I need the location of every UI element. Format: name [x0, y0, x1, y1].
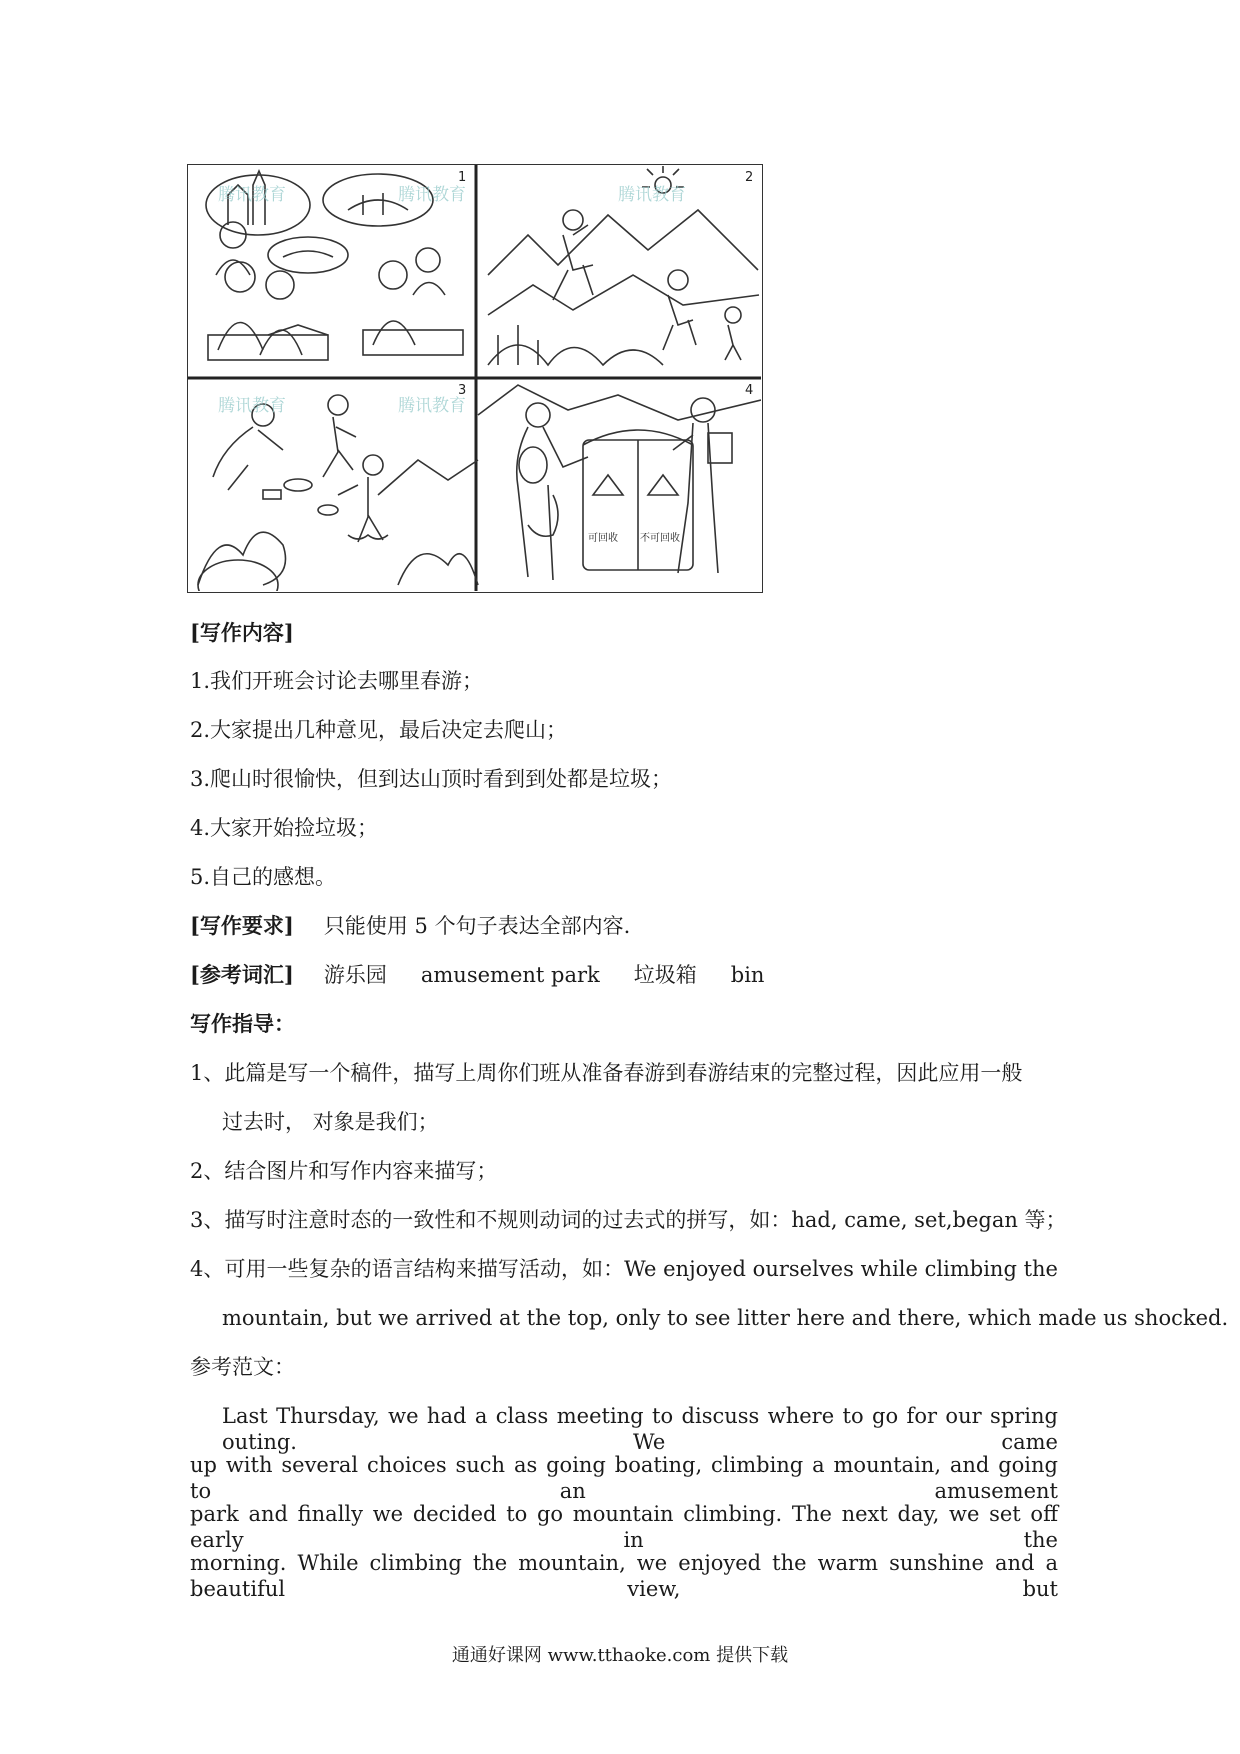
watermark-text: 腾讯教育 — [398, 396, 466, 416]
guidance-line: 描写时注意时态的一致性和不规则动词的过去式的拼写，如：had, came, set,began 等； — [224, 1208, 1067, 1232]
guidance-line: 此篇是写一个稿件，描写上周你们班从准备春游到春游结束的完整过程，因此应用一般 — [224, 1061, 1023, 1085]
panel-number-2: 2 — [745, 170, 754, 185]
panel-number-4: 4 — [745, 383, 754, 398]
vocab-term: 游乐园 — [323, 963, 387, 987]
vocabulary-label: [参考词汇] — [190, 962, 294, 987]
guidance-number: 3、 — [190, 1208, 225, 1232]
sample-heading: 参考范文： — [190, 1355, 295, 1379]
guidance-item-3 — [190, 1207, 1067, 1233]
sample-line: Last Thursday, we had a class meeting to discuss where to go for our spring outing. We came — [222, 1404, 1058, 1454]
sample-line: up with several choices such as going boating, climbing a mountain, and going to an amusement — [190, 1453, 1058, 1503]
guidance-number: 1、 — [190, 1061, 225, 1085]
guidance-item-2 — [190, 1158, 497, 1184]
panel-3-picking-litter — [198, 395, 478, 591]
guidance-line: 结合图片和写作内容来描写； — [224, 1159, 498, 1183]
content-item-5: 5.自己的感想。 — [190, 865, 337, 889]
watermark-text: 腾讯教育 — [398, 185, 466, 205]
guidance-line: 过去时， 对象是我们； — [222, 1110, 439, 1134]
guidance-line: mountain, but we arrived at the top, only to see litter here and there, which made us shocked. — [222, 1306, 1229, 1330]
illustration-figure — [187, 164, 763, 593]
requirement-text: 只能使用 5 个句子表达全部内容. — [323, 914, 631, 938]
vocab-term: amusement park — [420, 963, 600, 987]
guidance-item-1 — [190, 1060, 1022, 1086]
guidance-heading: 写作指导： — [190, 1011, 295, 1036]
sample-line: park and finally we decided to go mountain climbing. The next day, we set off early in the — [190, 1502, 1058, 1552]
content-item-2: 2.大家提出几种意见，最后决定去爬山； — [190, 718, 568, 742]
panel-4-recycling-bins — [478, 385, 761, 580]
reference-vocabulary — [190, 962, 764, 988]
writing-content-heading: [写作内容] — [190, 620, 294, 645]
vocab-term: 垃圾箱 — [633, 963, 697, 987]
guidance-number: 2、 — [190, 1159, 225, 1183]
writing-requirement — [190, 913, 630, 939]
page-footer: 通通好课网 www.tthaoke.com 提供下载 — [451, 1645, 789, 1666]
watermark-text: 腾讯教育 — [618, 185, 686, 205]
guidance-number: 4、 — [190, 1257, 225, 1281]
guidance-line: 可用一些复杂的语言结构来描写活动，如：We enjoyed ourselves while climbing the — [224, 1257, 1058, 1281]
vocab-term: bin — [730, 963, 765, 987]
panel-number-1: 1 — [458, 170, 467, 185]
requirement-label: [写作要求] — [190, 913, 294, 938]
content-item-3: 3.爬山时很愉快，但到达山顶时看到到处都是垃圾； — [190, 767, 673, 791]
content-item-4: 4.大家开始捡垃圾； — [190, 816, 379, 840]
content-item-1: 1.我们开班会讨论去哪里春游； — [190, 669, 484, 693]
comic-panels — [188, 165, 761, 591]
non-recyclable-label: 不可回收 — [640, 533, 680, 544]
sample-line: morning. While climbing the mountain, we enjoyed the warm sunshine and a beautiful view, but — [190, 1551, 1058, 1601]
panel-number-3: 3 — [458, 383, 467, 398]
recyclable-label: 可回收 — [588, 533, 618, 544]
guidance-item-4 — [190, 1256, 1058, 1282]
watermark-text: 腾讯教育 — [218, 396, 286, 416]
watermark-text: 腾讯教育 — [218, 185, 286, 205]
